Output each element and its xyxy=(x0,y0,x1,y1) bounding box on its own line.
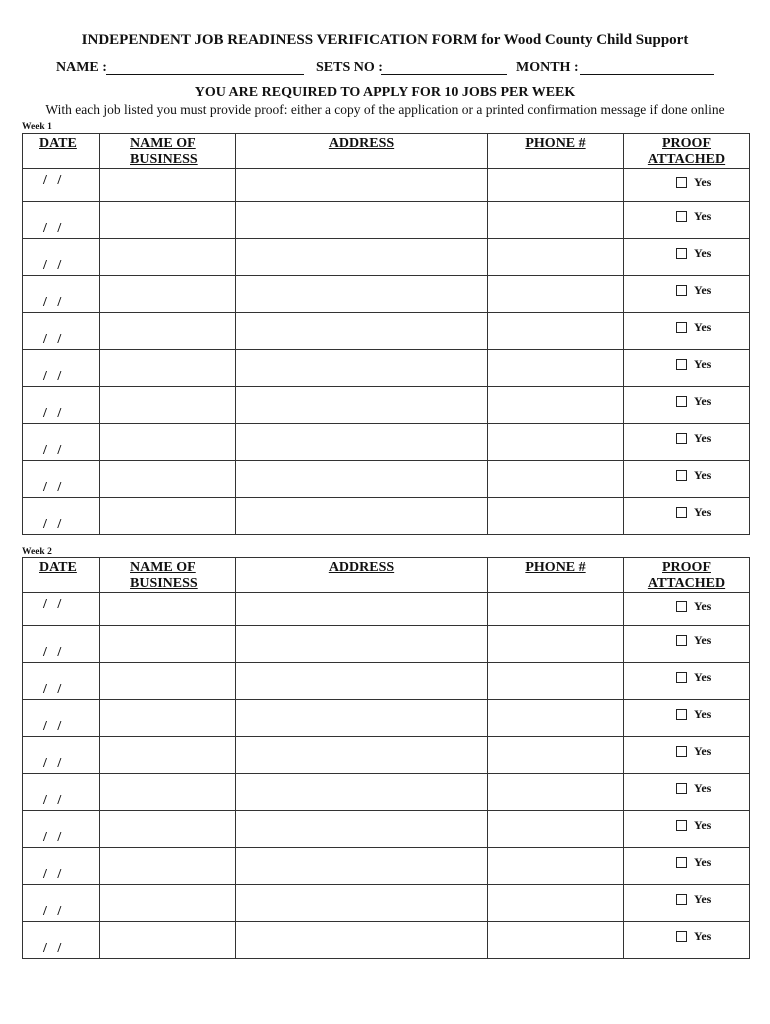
proof-checkbox[interactable] xyxy=(676,322,687,333)
proof-checkbox[interactable] xyxy=(676,470,687,481)
date-slashes: / / xyxy=(43,904,62,919)
yes-label: Yes xyxy=(694,246,712,260)
date-slashes: / / xyxy=(43,406,62,421)
proof-cell xyxy=(624,848,750,885)
proof-yes-option[interactable] xyxy=(676,818,711,833)
business-cell[interactable] xyxy=(100,498,236,535)
proof-yes-option[interactable] xyxy=(676,929,711,944)
table-row xyxy=(23,461,750,498)
date-cell[interactable] xyxy=(23,885,100,922)
business-header xyxy=(100,134,236,169)
business-header-line2: BUSINESS xyxy=(130,152,198,167)
proof-yes-option[interactable] xyxy=(676,283,711,298)
week-1-label: Week 1 xyxy=(22,122,52,132)
date-cell[interactable] xyxy=(23,498,100,535)
date-cell[interactable] xyxy=(23,737,100,774)
date-cell[interactable] xyxy=(23,848,100,885)
address-cell[interactable] xyxy=(236,774,488,811)
proof-header-line1: PROOF xyxy=(662,136,711,151)
business-cell[interactable] xyxy=(100,737,236,774)
proof-yes-option[interactable] xyxy=(676,505,711,520)
business-cell[interactable] xyxy=(100,885,236,922)
business-cell[interactable] xyxy=(100,461,236,498)
phone-cell[interactable] xyxy=(488,169,624,202)
table-row xyxy=(23,626,750,663)
proof-cell xyxy=(624,593,750,626)
table-row xyxy=(23,811,750,848)
date-slashes: / / xyxy=(43,682,62,697)
yes-label: Yes xyxy=(694,707,712,721)
business-cell[interactable] xyxy=(100,239,236,276)
business-cell[interactable] xyxy=(100,848,236,885)
date-cell[interactable] xyxy=(23,922,100,959)
business-cell[interactable] xyxy=(100,276,236,313)
info-row xyxy=(0,60,770,80)
table-row xyxy=(23,202,750,239)
proof-checkbox[interactable] xyxy=(676,709,687,720)
proof-header xyxy=(624,134,750,169)
proof-yes-option[interactable] xyxy=(676,855,711,870)
yes-label: Yes xyxy=(694,744,712,758)
address-header: ADDRESS xyxy=(236,134,488,169)
date-cell[interactable] xyxy=(23,663,100,700)
proof-checkbox[interactable] xyxy=(676,507,687,518)
date-slashes: / / xyxy=(43,258,62,273)
proof-yes-option[interactable] xyxy=(676,209,711,224)
table-row xyxy=(23,313,750,350)
date-cell[interactable] xyxy=(23,239,100,276)
phone-cell[interactable] xyxy=(488,350,624,387)
proof-checkbox[interactable] xyxy=(676,601,687,612)
business-header-line1: NAME OF xyxy=(130,560,196,575)
business-header-line1: NAME OF xyxy=(130,136,196,151)
proof-checkbox[interactable] xyxy=(676,177,687,188)
address-cell[interactable] xyxy=(236,811,488,848)
yes-label: Yes xyxy=(694,818,712,832)
date-slashes: / / xyxy=(43,941,62,956)
address-cell[interactable] xyxy=(236,424,488,461)
phone-header: PHONE # xyxy=(488,134,624,169)
proof-checkbox[interactable] xyxy=(676,746,687,757)
date-cell[interactable] xyxy=(23,350,100,387)
proof-cell xyxy=(624,169,750,202)
business-cell[interactable] xyxy=(100,313,236,350)
proof-yes-option[interactable] xyxy=(676,468,711,483)
address-cell[interactable] xyxy=(236,169,488,202)
date-slashes: / / xyxy=(43,830,62,845)
proof-checkbox[interactable] xyxy=(676,359,687,370)
proof-cell xyxy=(624,700,750,737)
week-2-label: Week 2 xyxy=(22,547,52,557)
date-slashes: / / xyxy=(43,597,62,612)
yes-label: Yes xyxy=(694,892,712,906)
business-cell[interactable] xyxy=(100,202,236,239)
address-cell[interactable] xyxy=(236,461,488,498)
business-cell[interactable] xyxy=(100,593,236,626)
proof-cell xyxy=(624,626,750,663)
header-row xyxy=(23,558,750,593)
date-cell[interactable] xyxy=(23,593,100,626)
proof-cell xyxy=(624,663,750,700)
proof-header-line2: ATTACHED xyxy=(647,576,726,591)
header-row xyxy=(23,134,750,169)
yes-label: Yes xyxy=(694,505,712,519)
proof-header xyxy=(624,558,750,593)
address-cell[interactable] xyxy=(236,276,488,313)
phone-cell[interactable] xyxy=(488,922,624,959)
yes-label: Yes xyxy=(694,283,712,297)
month-label: MONTH : xyxy=(516,60,579,75)
address-cell[interactable] xyxy=(236,700,488,737)
phone-cell[interactable] xyxy=(488,737,624,774)
date-cell[interactable] xyxy=(23,313,100,350)
proof-yes-option[interactable] xyxy=(676,781,711,796)
address-cell[interactable] xyxy=(236,387,488,424)
proof-checkbox[interactable] xyxy=(676,672,687,683)
date-header: DATE xyxy=(23,558,100,593)
proof-cell xyxy=(624,461,750,498)
date-cell[interactable] xyxy=(23,169,100,202)
date-cell[interactable] xyxy=(23,276,100,313)
yes-label: Yes xyxy=(694,670,712,684)
proof-cell xyxy=(624,424,750,461)
phone-cell[interactable] xyxy=(488,387,624,424)
phone-cell[interactable] xyxy=(488,848,624,885)
date-slashes: / / xyxy=(43,369,62,384)
proof-cell xyxy=(624,350,750,387)
date-slashes: / / xyxy=(43,173,62,188)
yes-label: Yes xyxy=(694,431,712,445)
phone-header: PHONE # xyxy=(488,558,624,593)
date-slashes: / / xyxy=(43,517,62,532)
instruction-text: With each job listed you must provide proof: either a copy of the application or a printed confirmation message if done online xyxy=(45,102,725,117)
proof-checkbox[interactable] xyxy=(676,211,687,222)
proof-checkbox[interactable] xyxy=(676,783,687,794)
date-slashes: / / xyxy=(43,793,62,808)
business-cell[interactable] xyxy=(100,922,236,959)
proof-checkbox[interactable] xyxy=(676,931,687,942)
phone-cell[interactable] xyxy=(488,276,624,313)
yes-label: Yes xyxy=(694,855,712,869)
phone-cell[interactable] xyxy=(488,885,624,922)
address-cell[interactable] xyxy=(236,350,488,387)
business-cell[interactable] xyxy=(100,169,236,202)
proof-yes-option[interactable] xyxy=(676,599,711,614)
proof-header-line2: ATTACHED xyxy=(647,152,726,167)
address-cell[interactable] xyxy=(236,737,488,774)
table-row xyxy=(23,700,750,737)
business-cell[interactable] xyxy=(100,700,236,737)
sets-no-field[interactable] xyxy=(381,74,507,75)
date-slashes: / / xyxy=(43,443,62,458)
date-cell[interactable] xyxy=(23,774,100,811)
date-cell[interactable] xyxy=(23,424,100,461)
proof-cell xyxy=(624,387,750,424)
address-cell[interactable] xyxy=(236,848,488,885)
proof-yes-option[interactable] xyxy=(676,246,711,261)
proof-checkbox[interactable] xyxy=(676,857,687,868)
date-slashes: / / xyxy=(43,867,62,882)
yes-label: Yes xyxy=(694,209,712,223)
name-field[interactable] xyxy=(106,74,304,75)
date-slashes: / / xyxy=(43,332,62,347)
table-row xyxy=(23,169,750,202)
proof-cell xyxy=(624,202,750,239)
yes-label: Yes xyxy=(694,599,712,613)
business-cell[interactable] xyxy=(100,424,236,461)
proof-cell xyxy=(624,811,750,848)
date-cell[interactable] xyxy=(23,626,100,663)
address-cell[interactable] xyxy=(236,202,488,239)
proof-yes-option[interactable] xyxy=(676,357,711,372)
proof-checkbox[interactable] xyxy=(676,396,687,407)
proof-yes-option[interactable] xyxy=(676,892,711,907)
address-cell[interactable] xyxy=(236,922,488,959)
table-row xyxy=(23,663,750,700)
date-header: DATE xyxy=(23,134,100,169)
table-row xyxy=(23,387,750,424)
address-cell[interactable] xyxy=(236,663,488,700)
proof-cell xyxy=(624,313,750,350)
name-label: NAME : xyxy=(56,60,107,75)
proof-checkbox[interactable] xyxy=(676,635,687,646)
address-cell[interactable] xyxy=(236,885,488,922)
date-cell[interactable] xyxy=(23,387,100,424)
phone-cell[interactable] xyxy=(488,461,624,498)
address-cell[interactable] xyxy=(236,626,488,663)
phone-cell[interactable] xyxy=(488,313,624,350)
phone-cell[interactable] xyxy=(488,700,624,737)
phone-cell[interactable] xyxy=(488,498,624,535)
date-slashes: / / xyxy=(43,756,62,771)
business-cell[interactable] xyxy=(100,774,236,811)
table-row xyxy=(23,885,750,922)
date-cell[interactable] xyxy=(23,811,100,848)
business-header-line2: BUSINESS xyxy=(130,576,198,591)
proof-yes-option[interactable] xyxy=(676,633,711,648)
date-cell[interactable] xyxy=(23,700,100,737)
yes-label: Yes xyxy=(694,929,712,943)
date-slashes: / / xyxy=(43,480,62,495)
proof-cell xyxy=(624,885,750,922)
date-slashes: / / xyxy=(43,645,62,660)
proof-header-line1: PROOF xyxy=(662,560,711,575)
phone-cell[interactable] xyxy=(488,593,624,626)
phone-cell[interactable] xyxy=(488,239,624,276)
address-cell[interactable] xyxy=(236,313,488,350)
business-cell[interactable] xyxy=(100,350,236,387)
sets-no-label: SETS NO : xyxy=(316,60,383,75)
yes-label: Yes xyxy=(694,320,712,334)
proof-cell xyxy=(624,276,750,313)
business-cell[interactable] xyxy=(100,387,236,424)
date-cell[interactable] xyxy=(23,202,100,239)
phone-cell[interactable] xyxy=(488,811,624,848)
phone-cell[interactable] xyxy=(488,663,624,700)
week-2-table xyxy=(22,557,750,959)
table-row xyxy=(23,593,750,626)
requirement-text: YOU ARE REQUIRED TO APPLY FOR 10 JOBS PER WEEK xyxy=(194,85,576,100)
proof-checkbox[interactable] xyxy=(676,433,687,444)
table-row xyxy=(23,239,750,276)
address-cell[interactable] xyxy=(236,498,488,535)
week-1-table xyxy=(22,133,750,535)
business-header xyxy=(100,558,236,593)
address-header: ADDRESS xyxy=(236,558,488,593)
yes-label: Yes xyxy=(694,357,712,371)
table-row xyxy=(23,848,750,885)
table-row xyxy=(23,350,750,387)
table-row xyxy=(23,774,750,811)
phone-cell[interactable] xyxy=(488,424,624,461)
table-row xyxy=(23,737,750,774)
proof-checkbox[interactable] xyxy=(676,894,687,905)
yes-label: Yes xyxy=(694,781,712,795)
table-row xyxy=(23,498,750,535)
yes-label: Yes xyxy=(694,394,712,408)
date-slashes: / / xyxy=(43,719,62,734)
proof-yes-option[interactable] xyxy=(676,707,711,722)
table-row xyxy=(23,424,750,461)
proof-yes-option[interactable] xyxy=(676,175,711,190)
proof-yes-option[interactable] xyxy=(676,744,711,759)
proof-cell xyxy=(624,239,750,276)
proof-checkbox[interactable] xyxy=(676,820,687,831)
business-cell[interactable] xyxy=(100,811,236,848)
yes-label: Yes xyxy=(694,175,712,189)
proof-cell xyxy=(624,737,750,774)
date-slashes: / / xyxy=(43,295,62,310)
proof-yes-option[interactable] xyxy=(676,431,711,446)
proof-checkbox[interactable] xyxy=(676,285,687,296)
proof-yes-option[interactable] xyxy=(676,394,711,409)
yes-label: Yes xyxy=(694,468,712,482)
form-title: INDEPENDENT JOB READINESS VERIFICATION FORM for Wood County Child Support xyxy=(81,32,689,48)
yes-label: Yes xyxy=(694,633,712,647)
business-cell[interactable] xyxy=(100,626,236,663)
proof-yes-option[interactable] xyxy=(676,320,711,335)
proof-yes-option[interactable] xyxy=(676,670,711,685)
address-cell[interactable] xyxy=(236,593,488,626)
proof-checkbox[interactable] xyxy=(676,248,687,259)
proof-cell xyxy=(624,498,750,535)
date-slashes: / / xyxy=(43,221,62,236)
phone-cell[interactable] xyxy=(488,774,624,811)
phone-cell[interactable] xyxy=(488,626,624,663)
business-cell[interactable] xyxy=(100,663,236,700)
address-cell[interactable] xyxy=(236,239,488,276)
table-row xyxy=(23,922,750,959)
month-field[interactable] xyxy=(580,74,714,75)
table-row xyxy=(23,276,750,313)
proof-cell xyxy=(624,774,750,811)
phone-cell[interactable] xyxy=(488,202,624,239)
proof-cell xyxy=(624,922,750,959)
date-cell[interactable] xyxy=(23,461,100,498)
